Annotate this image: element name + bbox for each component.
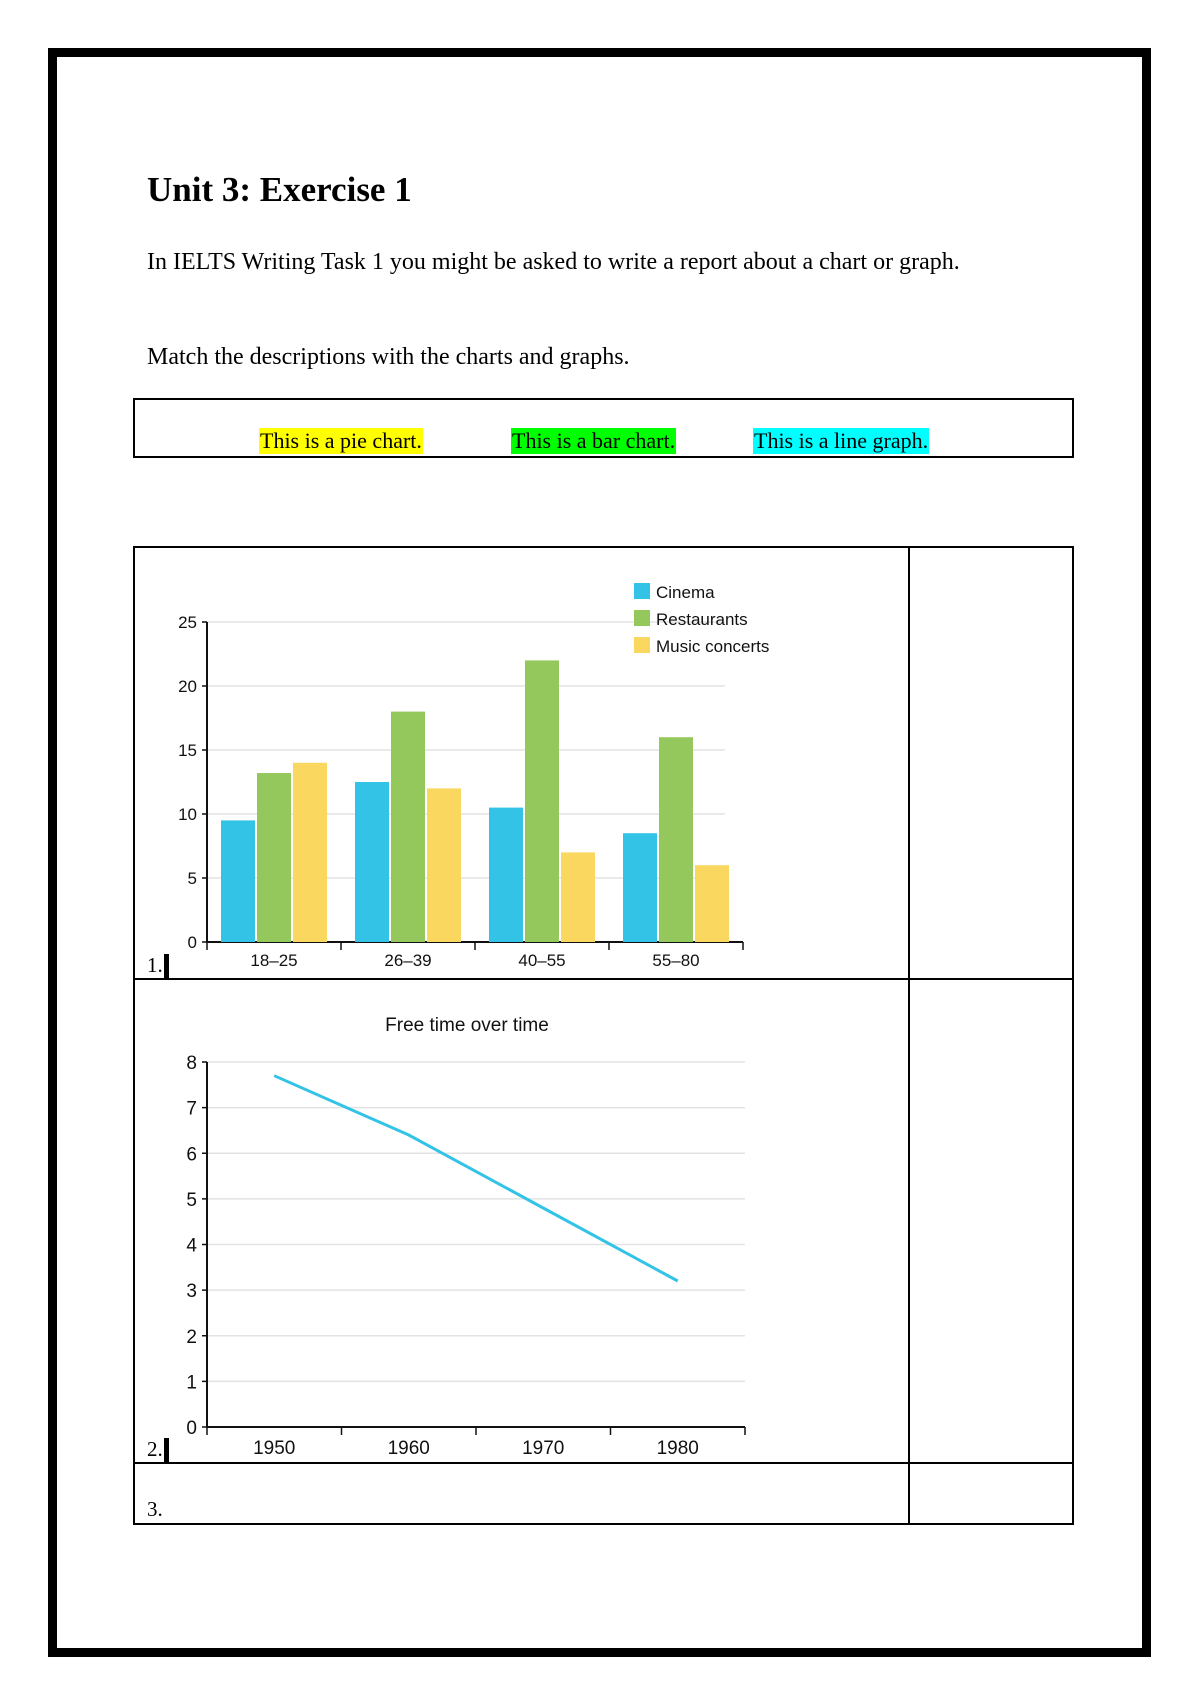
x-tick-label: 18–25 — [250, 951, 298, 970]
y-tick-label: 5 — [186, 1189, 197, 1211]
text-cursor-marker — [164, 954, 169, 978]
x-tick-label: 40–55 — [518, 951, 566, 970]
chart-title: Free time over time — [385, 1015, 549, 1036]
row-number-3: 3. — [147, 1497, 163, 1521]
y-tick-label: 25 — [178, 613, 197, 632]
row-number-1: 1. — [147, 953, 163, 977]
matching-table — [133, 546, 1074, 1525]
x-tick-label: 55–80 — [652, 951, 700, 970]
y-tick-label: 20 — [178, 677, 197, 696]
description-bar-chart[interactable]: This is a bar chart. — [512, 428, 676, 453]
x-tick-label: 1970 — [522, 1438, 565, 1459]
y-tick-label: 15 — [178, 741, 197, 760]
y-tick-label: 10 — [178, 805, 197, 824]
bar-chart — [135, 548, 908, 978]
row-number-2: 2. — [147, 1437, 163, 1461]
x-tick-label: 1950 — [253, 1438, 296, 1459]
answer-cell-3[interactable] — [910, 1464, 1074, 1525]
line-chart — [135, 980, 908, 1462]
y-tick-label: 4 — [186, 1235, 197, 1257]
y-tick-label: 5 — [187, 869, 197, 888]
y-tick-label: 8 — [186, 1053, 197, 1074]
page-title: Unit 3: Exercise 1 — [147, 170, 412, 209]
y-tick-label: 2 — [186, 1326, 197, 1348]
bar-restaurants — [525, 660, 559, 942]
bar-cinema — [623, 833, 657, 942]
x-tick-label: 26–39 — [384, 951, 432, 970]
series-line — [274, 1076, 678, 1281]
bar-restaurants — [257, 773, 291, 942]
legend-swatch — [634, 637, 650, 653]
y-tick-label: 6 — [186, 1144, 197, 1166]
legend-label: Restaurants — [656, 610, 748, 629]
description-pie-chart[interactable]: This is a pie chart. — [260, 428, 422, 453]
bar-music-concerts — [293, 763, 327, 942]
bar-music-concerts — [695, 865, 729, 942]
y-tick-label: 7 — [186, 1098, 197, 1120]
answer-cell-1[interactable] — [910, 548, 1074, 978]
description-line-graph[interactable]: This is a line graph. — [754, 428, 929, 453]
legend-label: Cinema — [656, 583, 715, 602]
bar-cinema — [355, 782, 389, 942]
text-cursor-marker — [164, 1438, 169, 1462]
legend-swatch — [634, 610, 650, 626]
y-tick-label: 3 — [186, 1281, 197, 1303]
bar-music-concerts — [427, 788, 461, 942]
descriptions-box — [133, 398, 1074, 458]
bar-music-concerts — [561, 852, 595, 942]
y-tick-label: 0 — [186, 1418, 197, 1439]
x-tick-label: 1960 — [387, 1438, 430, 1459]
legend-label: Music concerts — [656, 637, 770, 656]
bar-restaurants — [659, 737, 693, 942]
answer-cell-2[interactable] — [910, 980, 1074, 1462]
bar-restaurants — [391, 712, 425, 942]
y-tick-label: 1 — [186, 1372, 197, 1394]
bar-cinema — [489, 808, 523, 942]
y-tick-label: 0 — [187, 933, 197, 952]
legend-swatch — [634, 583, 650, 599]
intro-text: In IELTS Writing Task 1 you might be asked to write a report about a chart or graph. — [147, 249, 960, 275]
x-tick-label: 1980 — [656, 1438, 699, 1459]
instruction-text: Match the descriptions with the charts and graphs. — [147, 344, 630, 370]
bar-cinema — [221, 820, 255, 942]
